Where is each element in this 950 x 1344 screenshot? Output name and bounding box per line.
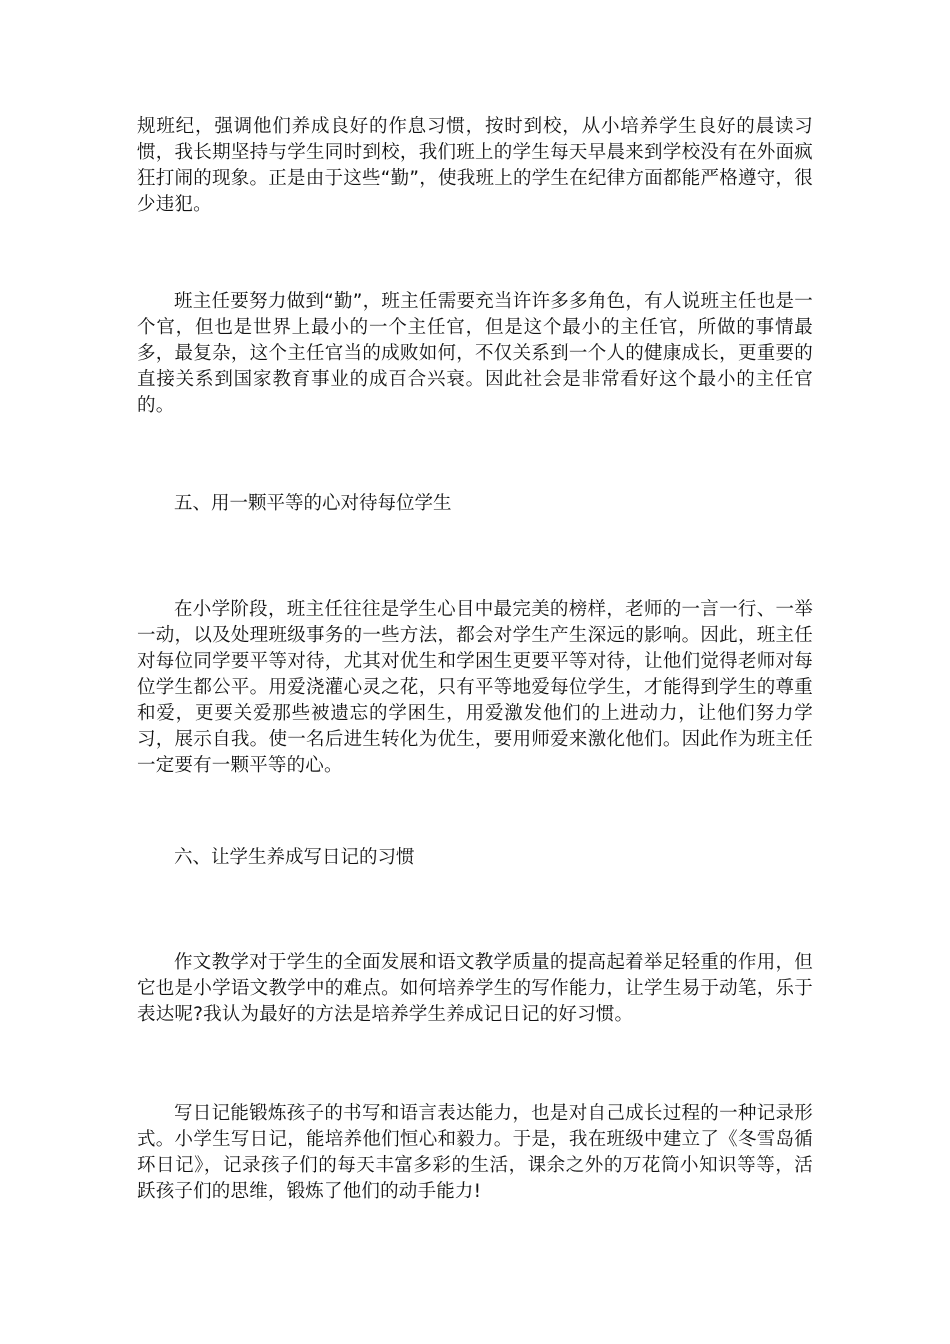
paragraph-equal-treatment: 在小学阶段，班主任往往是学生心目中最完美的榜样，老师的一言一行、一举一动，以及处理班级事务的一些方法，都会对学生产生深远的影响。因此，班主任对每位同学要平等对待，尤其对优生和学困生更要平等对待，让他们觉得老师对每位学生都公平。用爱浇灌心灵之花，只有平等地爱每位学生，才能得到学生的尊重和爱，更要关爱那些被遗忘的学困生，用爱激发他们的上进动力，让他们努力学习，展示自我。使一名后进生转化为优生，要用师爱来激化他们。因此作为班主任一定要有一颗平等的心。 xyxy=(137,599,813,776)
section-heading-six: 六、让学生养成写日记的习惯 xyxy=(174,847,415,868)
paragraph-discipline: 规班纪，强调他们养成良好的作息习惯，按时到校，从小培养学生良好的晨读习惯，我长期坚持与学生同时到校，我们班上的学生每天早晨来到学校没有在外面疯狂打闹的现象。正是由于这些“勤”，使我班上的学生在纪律方面都能严格遵守，很少违犯。 xyxy=(137,116,813,215)
paragraph-head-teacher-role: 班主任要努力做到“勤”，班主任需要充当许许多多角色，有人说班主任也是一个官，但也是世界上最小的一个主任官，但是这个最小的主任官，所做的事情最多，最复杂，这个主任官当的成败如何，不仅关系到一个人的健康成长，更重要的直接关系到国家教育事业的成百合兴衰。因此社会是非常看好这个最小的主任官的。 xyxy=(137,291,813,416)
paragraph-writing-teaching: 作文教学对于学生的全面发展和语文教学质量的提高起着举足轻重的作用，但它也是小学语文教学中的难点。如何培养学生的写作能力，让学生易于动笔，乐于表达呢?我认为最好的方法是培养学生养成记日记的好习惯。 xyxy=(137,952,813,1025)
paragraph-diary-benefits: 写日记能锻炼孩子的书写和语言表达能力，也是对自己成长过程的一种记录形式。小学生写日记，能培养他们恒心和毅力。于是，我在班级中建立了《冬雪岛循环日记》，记录孩子们的每天丰富多彩的生活，课余之外的万花筒小知识等等，活跃孩子们的思维，锻炼了他们的动手能力! xyxy=(137,1103,813,1202)
section-heading-five: 五、用一颗平等的心对待每位学生 xyxy=(174,493,452,514)
